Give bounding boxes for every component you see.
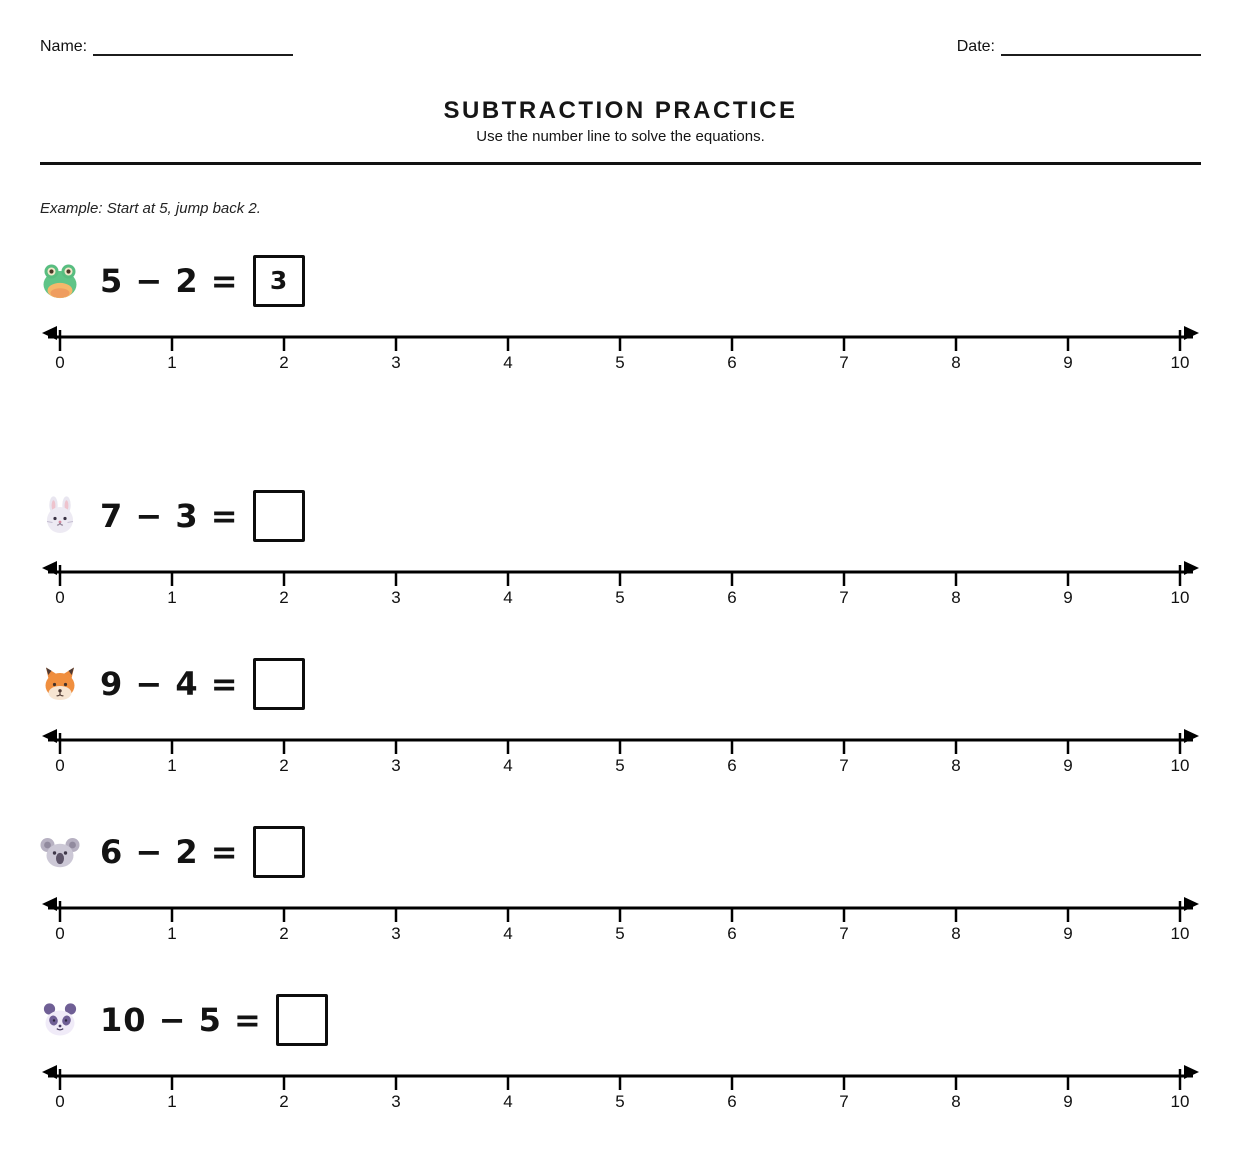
problem-row-3	[40, 658, 1201, 778]
equation-text: 9 − 4 =	[100, 664, 239, 703]
number-line	[40, 560, 1201, 610]
equation-text: 5 − 2 =	[100, 261, 239, 300]
tick-label: 1	[167, 352, 177, 372]
tick-label: 5	[615, 923, 625, 943]
tick-label: 1	[167, 755, 177, 775]
number-line-svg	[40, 728, 1201, 778]
answer-box[interactable]	[253, 658, 305, 710]
tick-label: 5	[615, 755, 625, 775]
date-field-group	[957, 38, 1201, 56]
tick-label: 5	[615, 1091, 625, 1111]
tick-label: 2	[279, 755, 289, 775]
answer-box[interactable]	[253, 490, 305, 542]
answer-box[interactable]	[276, 994, 328, 1046]
tick-label: 4	[503, 755, 513, 775]
tick-label: 1	[167, 1091, 177, 1111]
number-line-svg	[40, 560, 1201, 610]
tick-label: 0	[55, 587, 65, 607]
number-line	[40, 1064, 1201, 1114]
name-field-group	[40, 38, 293, 56]
tick-label: 3	[391, 923, 401, 943]
frog-icon	[40, 261, 80, 301]
tick-label: 9	[1063, 352, 1073, 372]
problems-list	[40, 255, 1201, 1114]
tick-label: 3	[391, 587, 401, 607]
tick-label: 0	[55, 352, 65, 372]
answer-box[interactable]	[253, 826, 305, 878]
tick-label: 6	[727, 587, 737, 607]
tick-label: 7	[839, 1091, 849, 1111]
tick-label: 7	[839, 755, 849, 775]
problem-row-2	[40, 490, 1201, 610]
tick-label: 1	[167, 923, 177, 943]
tick-label: 6	[727, 923, 737, 943]
page-subtitle: Use the number line to solve the equations.	[476, 127, 765, 145]
panda-icon	[40, 1000, 80, 1040]
equation-text: 7 − 3 =	[100, 496, 239, 535]
problem-row-5	[40, 994, 1201, 1114]
number-line	[40, 325, 1201, 375]
number-line-svg	[40, 1064, 1201, 1114]
tick-label: 9	[1063, 1091, 1073, 1111]
header-rule	[40, 162, 1201, 165]
tick-label: 8	[951, 755, 961, 775]
tick-label: 4	[503, 352, 513, 372]
tick-label: 10	[1170, 352, 1190, 372]
tick-label: 9	[1063, 587, 1073, 607]
tick-label: 3	[391, 755, 401, 775]
date-label: Date:	[956, 38, 995, 55]
tick-label: 6	[727, 755, 737, 775]
name-write-line[interactable]	[93, 40, 293, 56]
equation-row	[40, 490, 1201, 542]
tick-label: 7	[839, 352, 849, 372]
tick-label: 9	[1063, 755, 1073, 775]
tick-label: 10	[1170, 587, 1190, 607]
date-write-line[interactable]	[1001, 40, 1201, 56]
tick-label: 8	[951, 1091, 961, 1111]
tick-label: 7	[839, 923, 849, 943]
title-block	[40, 98, 1201, 144]
tick-label: 5	[615, 352, 625, 372]
tick-label: 10	[1170, 923, 1190, 943]
tick-label: 7	[839, 587, 849, 607]
tick-label: 0	[55, 923, 65, 943]
equation-row	[40, 826, 1201, 878]
tick-label: 9	[1063, 923, 1073, 943]
name-label: Name:	[40, 38, 88, 55]
tick-label: 0	[55, 1091, 65, 1111]
tick-label: 6	[727, 352, 737, 372]
fox-icon	[40, 664, 80, 704]
tick-label: 3	[391, 352, 401, 372]
tick-label: 2	[279, 352, 289, 372]
answer-box[interactable]	[253, 255, 305, 307]
answer-value: 3	[269, 266, 288, 296]
problem-row-1	[40, 255, 1201, 375]
equation-text: 6 − 2 =	[100, 832, 239, 871]
example-text: Example: Start at 5, jump back 2.	[40, 199, 261, 217]
koala-icon	[40, 832, 80, 872]
tick-label: 8	[951, 923, 961, 943]
number-line-svg	[40, 896, 1201, 946]
tick-label: 4	[503, 923, 513, 943]
tick-label: 5	[615, 587, 625, 607]
tick-label: 3	[391, 1091, 401, 1111]
equation-row	[40, 658, 1201, 710]
rabbit-icon	[40, 496, 80, 536]
equation-text: 10 − 5 =	[100, 1000, 262, 1039]
tick-label: 8	[951, 352, 961, 372]
tick-label: 2	[279, 587, 289, 607]
number-line	[40, 896, 1201, 946]
number-line-svg	[40, 325, 1201, 375]
tick-label: 0	[55, 755, 65, 775]
header-row	[40, 0, 1201, 56]
tick-label: 2	[279, 1091, 289, 1111]
tick-label: 6	[727, 1091, 737, 1111]
tick-label: 4	[503, 587, 513, 607]
tick-label: 10	[1170, 1091, 1190, 1111]
problem-row-4	[40, 826, 1201, 946]
tick-label: 8	[951, 587, 961, 607]
tick-label: 2	[279, 923, 289, 943]
equation-row	[40, 255, 1201, 307]
tick-label: 10	[1170, 755, 1190, 775]
equation-row	[40, 994, 1201, 1046]
tick-label: 1	[167, 587, 177, 607]
number-line	[40, 728, 1201, 778]
tick-label: 4	[503, 1091, 513, 1111]
page-title: SUBTRACTION PRACTICE	[443, 97, 798, 125]
